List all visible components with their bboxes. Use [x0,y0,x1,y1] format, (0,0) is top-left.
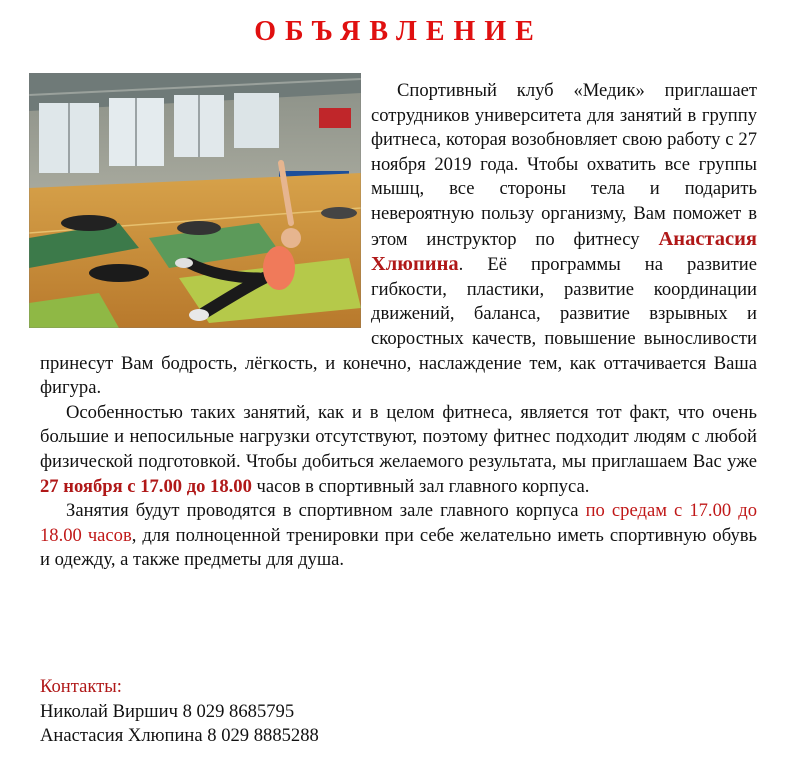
fitness-class-photo [29,73,361,328]
contacts-label: Контакты: [40,676,122,697]
paragraph-schedule [40,499,757,573]
features-text: Особенностью таких занятий, как и в целом фитнеса, является тот факт, что очень большие и непосильные нагрузки отсутствуют, поэтому фитнес подходит людям с любой физической подготовкой. Чтобы добиться желаемого результата, мы приглашаем Вас уже [40,401,757,472]
contacts-block [40,675,319,749]
contact-line: Анастасия Хлюпина 8 029 8885288 [40,725,319,747]
announcement-body [40,79,757,573]
schedule-text-continued: , для полноценной тренировки при себе желательно иметь спортивную обувь и одежду, а также предметы для душа. [40,524,758,571]
features-text-continued: часов в спортивный зал главного корпуса. [251,475,590,497]
intro-text-continued: . Её программы на развитие гибкости, пластики, развитие координации движений, баланса, развитие взрывных и скоростных качеств, повышение выносливости принесут Вам бодрость, лёгкость, и конечно, наслаждение тем, как оттачивается Ваша фигура. [40,254,757,399]
contact-line: Николай Виршич 8 029 8685795 [40,700,295,722]
announcement-title: ОБЪЯВЛЕНИЕ [254,16,543,47]
schedule-time: по средам с 17.00 до 18.00 часов [40,500,757,546]
paragraph-features [40,401,757,499]
intro-text: Спортивный клуб «Медик» приглашает сотрудников университета для занятий в группу фитнеса, которая возобновляет свою работу с 27 ноября 2019 года. Чтобы охватить все группы мышц, все стороны тела и подарить невероятную пользу организму, Вам поможет в этом инструктор по фитнесу [371,80,757,250]
instructor-name: Анастасия Хлюпина [371,227,757,276]
schedule-text: Занятия будут проводятся в спортивном зале главного корпуса [66,500,586,522]
start-date-time: 27 ноября с 17.00 до 18.00 [40,475,252,497]
